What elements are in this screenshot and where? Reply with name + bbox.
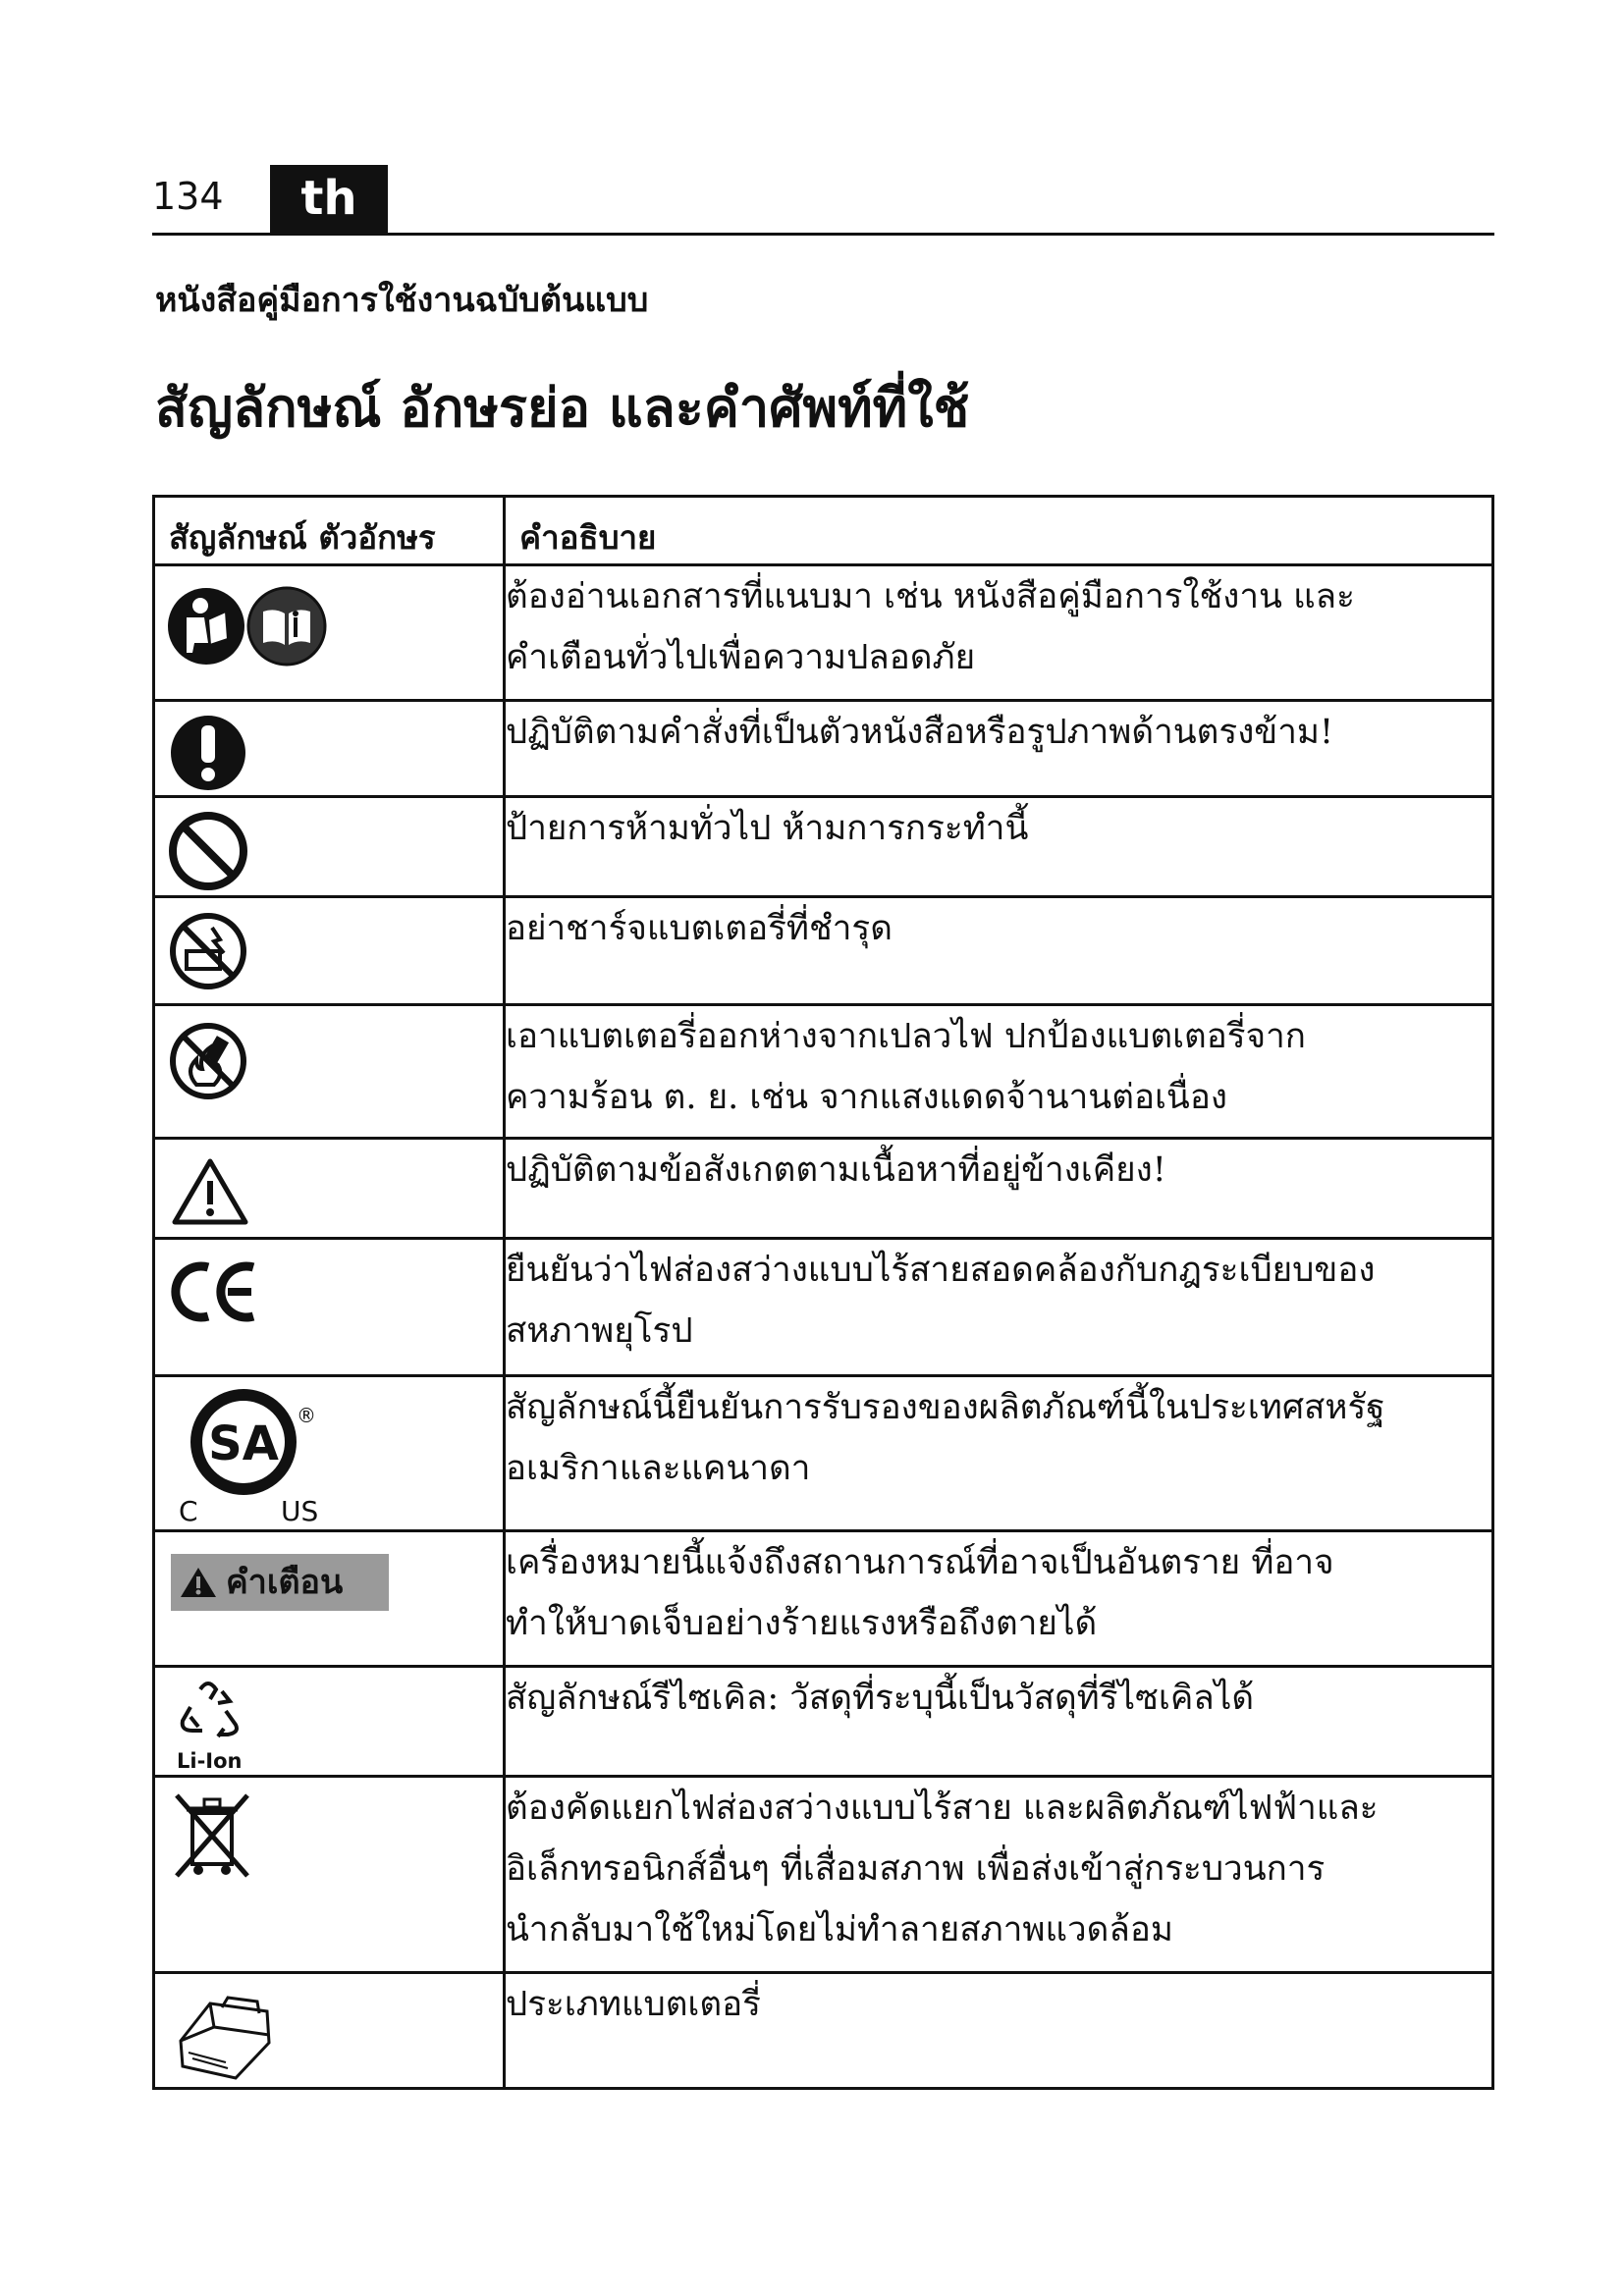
- section-title: สัญลักษณ์ อักษรย่อ และคำศัพท์ที่ใช้: [155, 376, 970, 439]
- table-row: [154, 1973, 1493, 2089]
- description-cell: ปฏิบัติตามคำสั่งที่เป็นตัวหนังสือหรือรูปภาพด้านตรงข้าม!: [505, 701, 1493, 797]
- keep-battery-from-fire-icon: [167, 1020, 249, 1102]
- warning-label-text: คำเตือน: [226, 1563, 344, 1602]
- document-subtitle: หนังสือคู่มือการใช้งานฉบับต้นแบบ: [155, 281, 649, 320]
- no-damaged-battery-charging-icon: [167, 910, 249, 992]
- symbol-cell: [154, 1239, 505, 1376]
- description-cell: ยืนยันว่าไฟส่องสว่างแบบไร้สายสอดคล้องกับกฎระเบียบของ สหภาพยุโรป: [505, 1239, 1493, 1376]
- table-header-row: [154, 497, 1493, 565]
- description-cell: เอาแบตเตอรี่ออกห่างจากเปลวไฟ ปกป้องแบตเตอรี่จาก ความร้อน ต. ย. เช่น จากแสงแดดจ้านานต่อเนื่อง: [505, 1005, 1493, 1139]
- battery-pack-icon: [171, 1984, 279, 2082]
- column-header-symbol: สัญลักษณ์ ตัวอักษร: [154, 497, 505, 565]
- table-row: [154, 1239, 1493, 1376]
- description-cell: เครื่องหมายนี้แจ้งถึงสถานการณ์ที่อาจเป็นอันตราย ที่อาจ ทำให้บาดเจ็บอย่างร้ายแรงหรือถึงตายได้: [505, 1531, 1493, 1667]
- csa-country-us: US: [281, 1495, 319, 1527]
- symbol-cell: [154, 1376, 505, 1531]
- csa-country-c: C: [179, 1495, 198, 1527]
- description-cell: สัญลักษณ์รีไซเคิล: วัสดุที่ระบุนี้เป็นวัสดุที่รีไซเคิลได้: [505, 1667, 1493, 1777]
- description-cell: ต้องอ่านเอกสารที่แนบมา เช่น หนังสือคู่มือการใช้งาน และ คำเตือนทั่วไปเพื่อความปลอดภัย: [505, 565, 1493, 701]
- column-header-description: คำอธิบาย: [505, 497, 1493, 565]
- description-cell: ประเภทแบตเตอรี่: [505, 1973, 1493, 2089]
- symbol-cell: [154, 1531, 505, 1667]
- symbol-cell: [154, 1667, 505, 1777]
- csa-mark-text: SA: [208, 1416, 279, 1471]
- li-ion-label: Li-Ion: [177, 1749, 243, 1773]
- table-row: [154, 1139, 1493, 1239]
- description-cell: อย่าชาร์จแบตเตอรี่ที่ชำรุด: [505, 897, 1493, 1005]
- table-row: [154, 1667, 1493, 1777]
- table-row: [154, 1376, 1493, 1531]
- table-row: [154, 1777, 1493, 1973]
- symbol-cell: [154, 701, 505, 797]
- description-cell: สัญลักษณ์นี้ยืนยันการรับรองของผลิตภัณฑ์นี้ในประเทศสหรัฐ อเมริกาและแคนาดา: [505, 1376, 1493, 1531]
- symbols-table: [152, 495, 1494, 2090]
- warning-label: [171, 1554, 389, 1611]
- csa-certification-icon: [165, 1381, 332, 1528]
- general-prohibition-icon: [167, 810, 249, 892]
- table-row: [154, 701, 1493, 797]
- description-cell: ป้ายการห้ามทั่วไป ห้ามการกระทำนี้: [505, 797, 1493, 897]
- symbol-cell: [154, 797, 505, 897]
- weee-crossed-bin-icon: [171, 1789, 253, 1880]
- ce-mark-icon: [167, 1257, 265, 1326]
- table-row: [154, 1005, 1493, 1139]
- table-row: [154, 565, 1493, 701]
- mandatory-action-icon: [167, 712, 249, 794]
- recycling-li-ion-icon: [171, 1674, 259, 1776]
- warning-triangle-icon: [171, 1157, 249, 1226]
- page-header: [152, 165, 1494, 236]
- table-row: [154, 897, 1493, 1005]
- description-cell: ปฏิบัติตามข้อสังเกตตามเนื้อหาที่อยู่ข้างเคียง!: [505, 1139, 1493, 1239]
- page-number: 134: [152, 175, 224, 218]
- table-row: [154, 1531, 1493, 1667]
- symbol-cell: [154, 1777, 505, 1973]
- language-tab: th: [270, 165, 388, 233]
- read-manual-icon: [165, 582, 342, 670]
- symbol-cell: [154, 897, 505, 1005]
- symbol-cell: [154, 1973, 505, 2089]
- symbol-cell: [154, 1139, 505, 1239]
- symbol-cell: [154, 565, 505, 701]
- symbol-cell: [154, 1005, 505, 1139]
- description-cell: ต้องคัดแยกไฟส่องสว่างแบบไร้สาย และผลิตภัณฑ์ไฟฟ้าและ อิเล็กทรอนิกส์อื่นๆ ที่เสื่อมสภาพ เพื่อส่งเข้าสู่กระบวนการ นำกลับมาใช้ใหม่โดยไม่ทำลายสภาพแวดล้อม: [505, 1777, 1493, 1973]
- registered-mark: ®: [297, 1404, 316, 1427]
- warning-triangle-icon: [179, 1566, 218, 1599]
- table-row: [154, 797, 1493, 897]
